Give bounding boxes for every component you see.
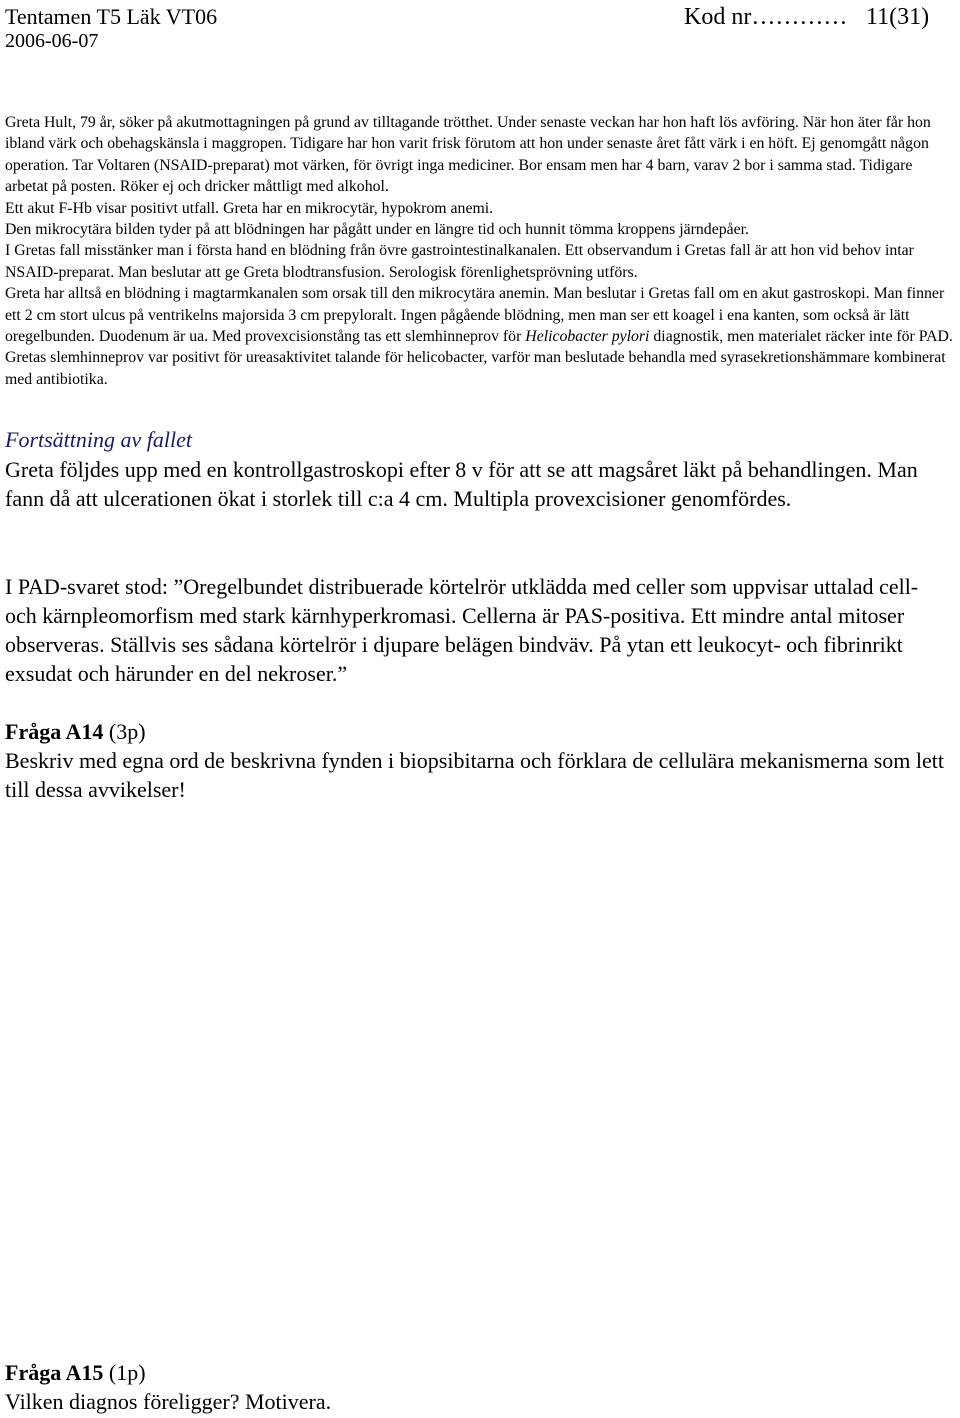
case-paragraph-lab: Ett akut F-Hb visar positivt utfall. Greta har en mikrocytär, hypokrom anemi. xyxy=(5,199,494,217)
gastroscopy-text-end: diagnostik, men materialet räcker inte för PAD. Gretas slemhinneprov var positivt för ureasaktivitet talande för helicobacter, varför man beslutade behandla med syrasekretionshämmare kombinerat med antibiotika. xyxy=(5,328,953,388)
followup-text: Greta följdes upp med en kontrollgastroskopi efter 8 v för att se att magsåret läkt på behandlingen. Man fann då att ulcerationen ökat i storlek till c:a 4 cm. Multipla provexcisioner genomfördes. xyxy=(5,457,918,511)
question-a14-heading xyxy=(5,717,955,746)
case-paragraph-presentation: Greta Hult, 79 år, söker på akutmottagningen på grund av tilltagande trötthet. Under senaste veckan har hon haft lös avföring. När hon äter får hon ibland värk och obehagskänsla i maggropen. Tidigare har hon varit frisk förutom att hon under senaste året fått värk i en höft. Ej genomgått någon operation. Tar Voltaren (NSAID-preparat) mot värken, för övrigt inga mediciner. Bor ensam men har 4 barn, varav 2 bor i samma stad. Tidigare arbetat på posten. Röker ej och dricker måttligt med alkohol. xyxy=(5,114,931,196)
helicobacter-term: Helicobacter pylori xyxy=(525,328,650,346)
question-a14-points: (3p) xyxy=(103,719,146,744)
question-a15-text: Vilken diagnos föreligger? Motivera. xyxy=(5,1389,332,1414)
exam-date: 2006-06-07 xyxy=(5,30,99,52)
question-a15-heading xyxy=(5,1358,955,1387)
exam-title: Tentamen T5 Läk VT06 xyxy=(5,4,218,29)
pad-report-text: I PAD-svaret stod: ”Oregelbundet distribuerade körtelrör utklädda med celler som uppvisar uttalad cell- och kärnpleomorfism med stark kärnhyperkromasi. Cellerna är PAS-positiva. Ett mindre antal mitoser observeras. Ställvis ses sådana körtelrör i djupare belägen bindväv. På ytan ett leukocyt- och fibrinrikt exsudat och härunder en del nekroser.” xyxy=(5,574,919,686)
case-paragraph-gastroscopy xyxy=(5,283,955,390)
question-a15-points: (1p) xyxy=(103,1360,146,1385)
case-paragraph-anemia: Den mikrocytära bilden tyder på att blödningen har pågått under en längre tid och hunnit tömma kroppens järndepåer. xyxy=(5,221,749,239)
code-number-label: Kod nr………… xyxy=(684,4,848,30)
page-number: 11(31) xyxy=(866,4,930,30)
case-description xyxy=(5,112,955,390)
question-a14-text: Beskriv med egna ord de beskrivna fynden i biopsibitarna och förklara de cellulära mekanismerna som lett till dessa avvikelser! xyxy=(5,748,944,802)
question-a15-label: Fråga A15 xyxy=(5,1360,104,1385)
followup-heading: Fortsättning av fallet xyxy=(5,427,192,452)
case-paragraph-suspicion: I Gretas fall misstänker man i första hand en blödning från övre gastrointestinalkanalen. Ett observandum i Gretas fall är att hon vid behov intar NSAID-preparat. Man beslutar att ge Greta blodtransfusion. Serologisk förenlighetsprövning utförs. xyxy=(5,242,914,281)
question-a14-label: Fråga A14 xyxy=(5,719,104,744)
gastroscopy-text-start: Greta har alltså en blödning i magtarmkanalen som orsak till den mikrocytära anemin. Man beslutar i Gretas fall om en akut gastroskopi. Man finner ett 2 cm stort ulcus på ventrikelns majorsida 3 cm prepyloralt. Ingen pågående blödning, men man ser ett koagel i ena kanten, som också är lätt oregelbunden. Duodenum är ua. Med provexcisionstång tas ett slemhinneprov för xyxy=(5,285,945,346)
